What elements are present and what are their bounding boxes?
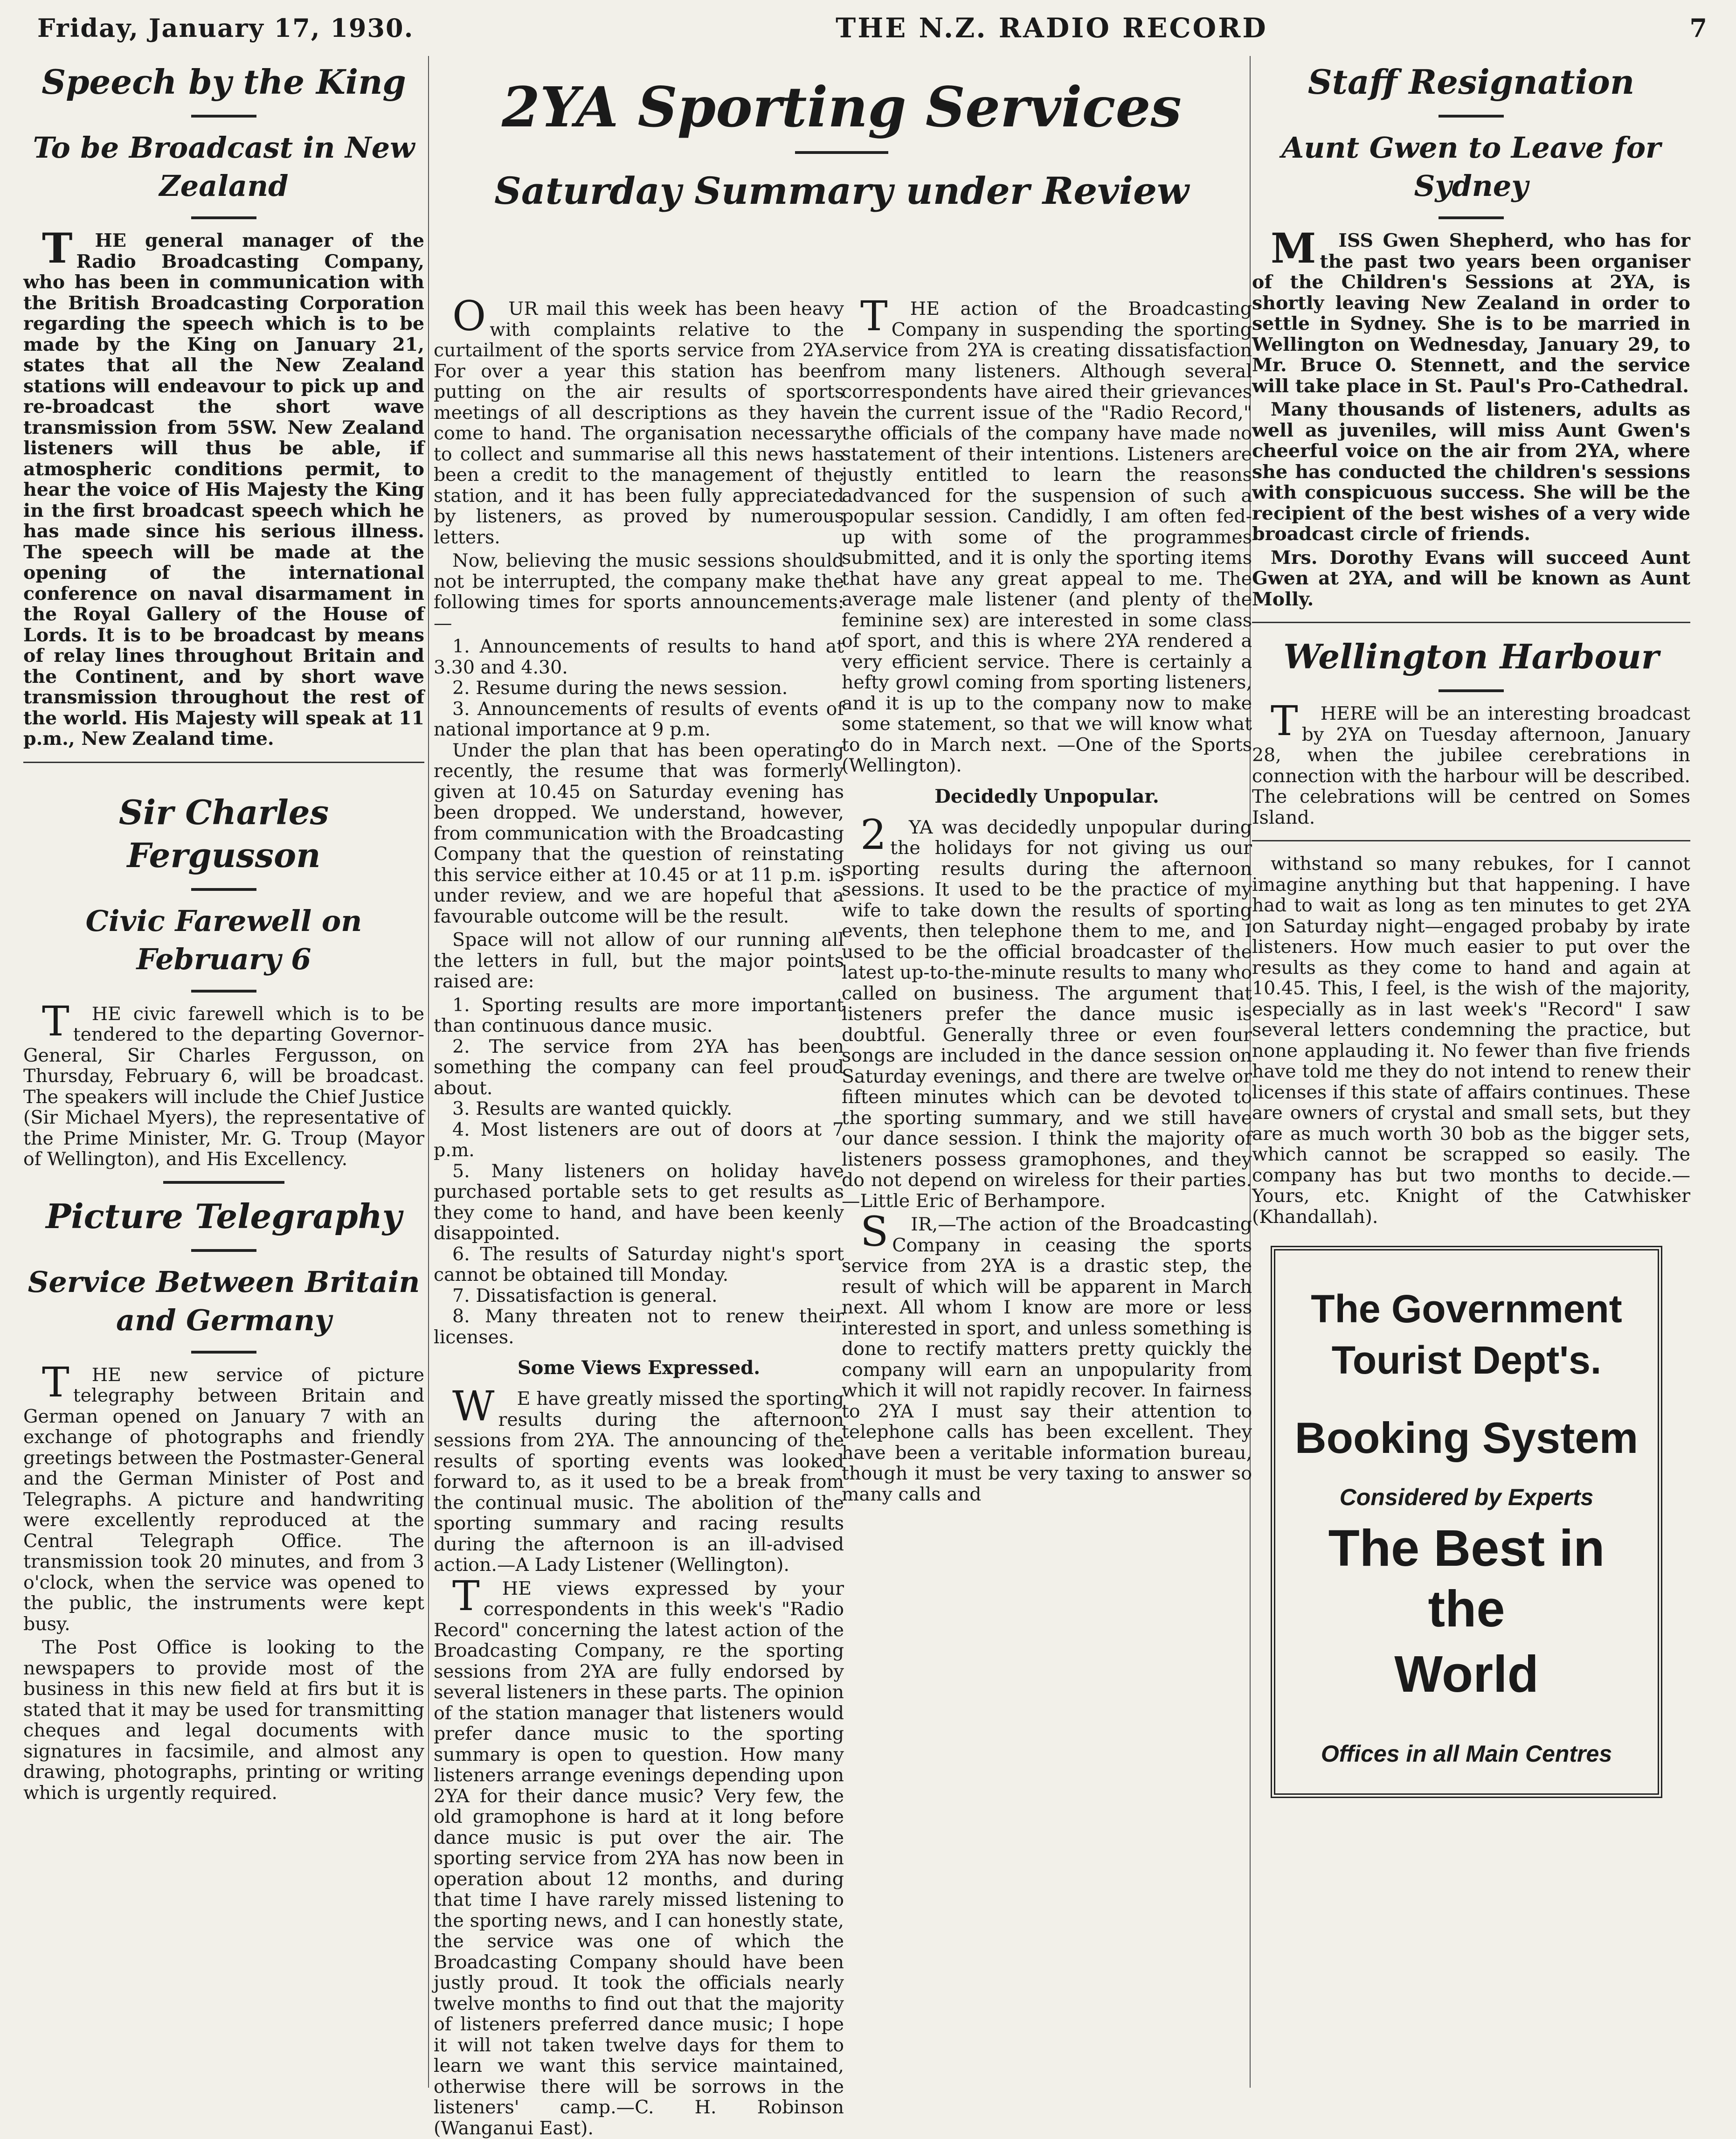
telegraphy-subhead: Service Between Britain and Germany: [28, 1264, 420, 1337]
list-item: 3. Results are wanted quickly.: [452, 1098, 733, 1119]
divider: [191, 115, 256, 118]
divider: [191, 1249, 256, 1252]
knight-letter: withstand so many rebukes, for I cannot imagine anything but that happening. I have had to wait as long as ten minutes to get 2YA on Saturday night—engaged probaby by irate listeners. How much easier to put over the results as they come to hand and again at 10.45. This, I feel, is the wish of the majority, especially as in last week's "Record" I saw several letters condemning the practice, but none applauding it. No fewer than five friends have told me they do not intend to renew their licenses if this state of affairs continues. These are owners of crystal and small sets, but they are as much worth 30 bob as the bigger sets, which cannot be scrapped so easily. The company has but two months to decide.—Yours, etc. Knight of the Catwhisker (Khandallah).: [1252, 853, 1690, 1228]
list-item: 1. Announcements of results to hand at 3.30 and 4.30.: [434, 636, 844, 678]
telegraphy-body: The Post Office is looking to the newspapers to provide most of the business in this new field at firs but it is stated that it may be used for transmitting cheques and legal documents with signatures in facsimile, and almost any drawing, photographs, printing or writing which is urgently required.: [23, 1637, 424, 1804]
masthead-date: Friday, January 17, 1930.: [37, 13, 414, 43]
masthead: [37, 9, 1708, 47]
harbour-body: THERE will be an interesting broadcast by 2YA on Tuesday afternoon, January 28, when the jubilee cerebrations in connection with the harbour will be described. The celebrations will be centred on Somes Island.: [1252, 697, 1690, 828]
resignation-headline: Staff Resignation: [1307, 62, 1635, 102]
views-subhead: Some Views Expressed.: [517, 1357, 761, 1379]
page-number: 7: [1689, 13, 1708, 43]
telegraphy-body: THE new service of picture telegraphy between Britain and German opened on January 7 with an exchange of photographs and friendly greetings between the Postmaster-General and the German Minister of Post and Telegraphs. A picture and handwriting were excellently reproduced at the Central Telegraph Office. The transmission took 20 minutes, and from 3 o'clock, when the service was opened to the public, the instruments were kept busy.: [23, 1358, 424, 1635]
list-item: 1. Sporting results are more important than continuous dance music.: [434, 994, 844, 1036]
resignation-body: Many thousands of listeners, adults as well as juveniles, will miss Aunt Gwen's cheerful voice on the air from 2YA, where she has conducted the children's sessions with conspicuous success. She will be the recipient of the best wishes of a very wide broadcast circle of friends.: [1252, 399, 1690, 545]
resignation-subhead: Aunt Gwen to Leave for Sydney: [1281, 131, 1661, 203]
divider: [163, 1181, 284, 1184]
divider: [1439, 689, 1504, 692]
sporting-paragraph: Under the plan that has been operating recently, the resume that was formerly given at 10.45 on Saturday evening has been dropped. We understand, however, from communication with the Broadcasting Company that the question of reinstating this service either at 10.45 or at 11 p.m. is under review, and we are hopeful that a favourable outcome will be the result.: [434, 739, 844, 927]
times-list: [434, 636, 844, 740]
divider: [191, 888, 256, 891]
king-body: THE general manager of the Radio Broadcasting Company, who has been in communication with the British Broadcasting Corporation regarding the speech which is to be made by the King on January 21, states that all the New Zealand stations will endeavour to pick up and re-broadcast the short wave transmission from 5SW. New Zealand listeners will thus be able, if atmospheric conditions permit, to hear the voice of His Majesty the King in the first broadcast speech which he has made since his serious illness. The speech will be made at the opening of the international conference on naval disarmament in the Royal Gallery of the House of Lords. It is to be broadcast by means of relay lines throughout Britain and the Continent, and by short wave transmission throughout the rest of the world. His Majesty will speak at 11 p.m., New Zealand time.: [23, 224, 424, 750]
column-sporting-2: [842, 292, 1252, 2088]
divider: [1439, 115, 1504, 118]
divider: [191, 216, 256, 219]
divider: [1252, 622, 1690, 623]
column-sporting-1: [434, 292, 844, 2139]
sporting-subhead: Saturday Summary under Review: [494, 169, 1189, 213]
ad-line: The Government: [1311, 1287, 1622, 1331]
ad-line: Considered by Experts: [1339, 1484, 1594, 1510]
telegraphy-headline: Picture Telegraphy: [46, 1196, 402, 1236]
ad-headline: Booking System: [1294, 1413, 1639, 1462]
lady-listener-letter: WE have greatly missed the sporting results during the afternoon sessions from 2YA. The announcing of the results of sporting events was looked forward to, as it used to be a break from the continual music. The abolition of the sporting summary and racing results during the afternoon is an ill-advised action.—A Lady Listener (Wellington).: [434, 1382, 844, 1576]
sir-letter: SIR,—The action of the Broadcasting Company in ceasing the sports service from 2YA is a drastic step, the result of which will be apparent in March next. All whom I know are more or less interested in sport, and unless something is done to rectify matters pretty quickly the company will earn an unpopularity from which it will not rapidly recover. In fairness to 2YA I must say their attention to telephone calls has been excellent. They have been a veritable information bureau, though it must be very taxing to answer so many calls and: [842, 1208, 1252, 1505]
column-rule: [428, 56, 429, 2088]
ad-footer: Offices in all Main Centres: [1321, 1741, 1612, 1767]
sporting-intro: OUR mail this week has been heavy with complaints relative to the curtailment of the sports service from 2YA. For over a year this station has been putting on the air results of sports meetings of all descriptions as they have come to hand. The organisation necessary to collect and summarise all this news has been a credit to the management of the station, and it has been fully appreciated by listeners, as proved by numerous letters.: [434, 292, 844, 548]
column-left: [23, 56, 424, 2088]
list-item: 2. The service from 2YA has been something the company can feel proud about.: [434, 1035, 844, 1099]
divider: [23, 762, 424, 763]
sporting-headline: 2YA Sporting Services: [502, 75, 1182, 139]
harbour-headline: Wellington Harbour: [1283, 637, 1659, 676]
list-item: 3. Announcements of results of events of national importance at 9 p.m.: [434, 698, 844, 740]
unpopular-subhead: Decidedly Unpopular.: [934, 785, 1159, 807]
fergusson-subhead: Civic Farewell on February 6: [85, 903, 362, 976]
list-item: 5. Many listeners on holiday have purchased portable sets to get results as they come to hand, and have been keenly disappointed.: [434, 1160, 844, 1244]
list-item: 7. Dissatisfaction is general.: [452, 1285, 718, 1306]
column-right: [1252, 56, 1690, 2088]
divider: [1252, 840, 1690, 841]
sporting-paragraph: Now, believing the music sessions should not be interrupted, the company make the following times for sports announcements:—: [434, 550, 844, 634]
tourist-dept-advertisement: [1271, 1246, 1662, 1798]
sporting-paragraph: Space will not allow of our running all the letters in full, but the major points raised are:: [434, 929, 844, 992]
divider: [795, 151, 888, 154]
fergusson-body: THE civic farewell which is to be tendered to the departing Governor-General, Sir Charles Fergusson, on Thursday, February 6, will be broadcast. The speakers will include the Chief Justice (Sir Michael Myers), the representative of the Prime Minister, Mr. G. Troup (Mayor of Wellington), and His Excellency.: [23, 997, 424, 1170]
ad-headline: World: [1394, 1646, 1539, 1703]
ad-line: Tourist Dept's.: [1331, 1338, 1602, 1382]
eric-letter: 2YA was decidedly unpopular during the holidays for not giving us our sporting results during the afternoon sessions. It used to be the practice of my wife to take down the results of sporting events, then telephone them to me, and I used to be the official broadcaster of the latest up-to-the-minute results to many who called on business. The argument that listeners prefer the dance music is doubtful. Generally three or even four songs are included in the dance session on Saturday evenings, and there are twelve or fifteen minutes which can be devoted to the sporting summary, and we still have our dance session. I think the majority of listeners possess gramophones, and they do not depend on wireless for their parties.—Little Eric of Berhampore.: [842, 810, 1252, 1212]
divider: [191, 1351, 256, 1354]
king-headline: Speech by the King: [41, 62, 406, 102]
divider: [191, 990, 256, 993]
points-list: [434, 995, 844, 1348]
fergusson-headline: Sir Charles Fergusson: [118, 792, 329, 875]
masthead-title: THE N.Z. RADIO RECORD: [836, 12, 1268, 44]
divider: [1439, 216, 1504, 219]
list-item: 8. Many threaten not to renew their licenses.: [434, 1306, 844, 1348]
list-item: 4. Most listeners are out of doors at 7 p.m.: [434, 1118, 844, 1161]
ad-headline: The Best in the: [1328, 1520, 1605, 1638]
sports-wellington-letter: THE action of the Broadcasting Company in suspending the sporting service from 2YA is creating dissatisfaction from many listeners. Although several correspondents have aired their grievances in the current issue of the "Radio Record," the officials of the company have made no statement of their intentions. Listeners are justly entitled to learn the reasons advanced for the suspension of such a popular session. Candidly, I am often fed-up with some of the programmes submitted, and it is only the sporting items that have any great appeal to me. The average male listener (and plenty of the feminine sex) are interested in some class of sport, and this is where 2YA rendered a very efficient service. There is certainly a hefty growl coming from sporting listeners, and it is up to the company now to make some statement, so that we will know what to do in March next. —One of the Sports (Wellington).: [842, 292, 1252, 776]
list-item: 6. The results of Saturday night's sport cannot be obtained till Monday.: [434, 1243, 844, 1285]
resignation-body: Mrs. Dorothy Evans will succeed Aunt Gwen at 2YA, and will be known as Aunt Molly.: [1252, 547, 1690, 610]
resignation-body: MISS Gwen Shepherd, who has for the past two years been organiser of the Children's Sessions at 2YA, is shortly leaving New Zealand in order to settle in Sydney. She is to be married in Wellington on Wednesday, January 29, to Mr. Bruce O. Stennett, and the service will take place in St. Paul's Pro-Cathedral.: [1252, 224, 1690, 397]
king-subhead: To be Broadcast in New Zealand: [33, 131, 415, 203]
list-item: 2. Resume during the news session.: [452, 677, 788, 699]
sporting-header: [434, 61, 1250, 226]
robinson-letter: THE views expressed by your correspondents in this week's "Radio Record" concerning the latest action of the Broadcasting Company, re the sporting sessions from 2YA are fully endorsed by several listeners in these parts. The opinion of the station manager that listeners would prefer dance music to the sporting summary is open to question. How many listeners arrange evenings depending upon 2YA for their dance music? Very few, the old gramophone is hard at it long before dance music is put over the air. The sporting service from 2YA has now been in operation about 12 months, and during that time I have rarely missed listening to the sporting news, and I can honestly state, the service was one of which the Broadcasting Company should have been justly proud. It took the officials nearly twelve months to find out that the majority of listeners preferred dance music; I hope it will not taken twelve days for them to learn we want this service maintained, otherwise there will be sorrows in the listeners' camp.—C. H. Robinson (Wanganui East).: [434, 1571, 844, 2139]
